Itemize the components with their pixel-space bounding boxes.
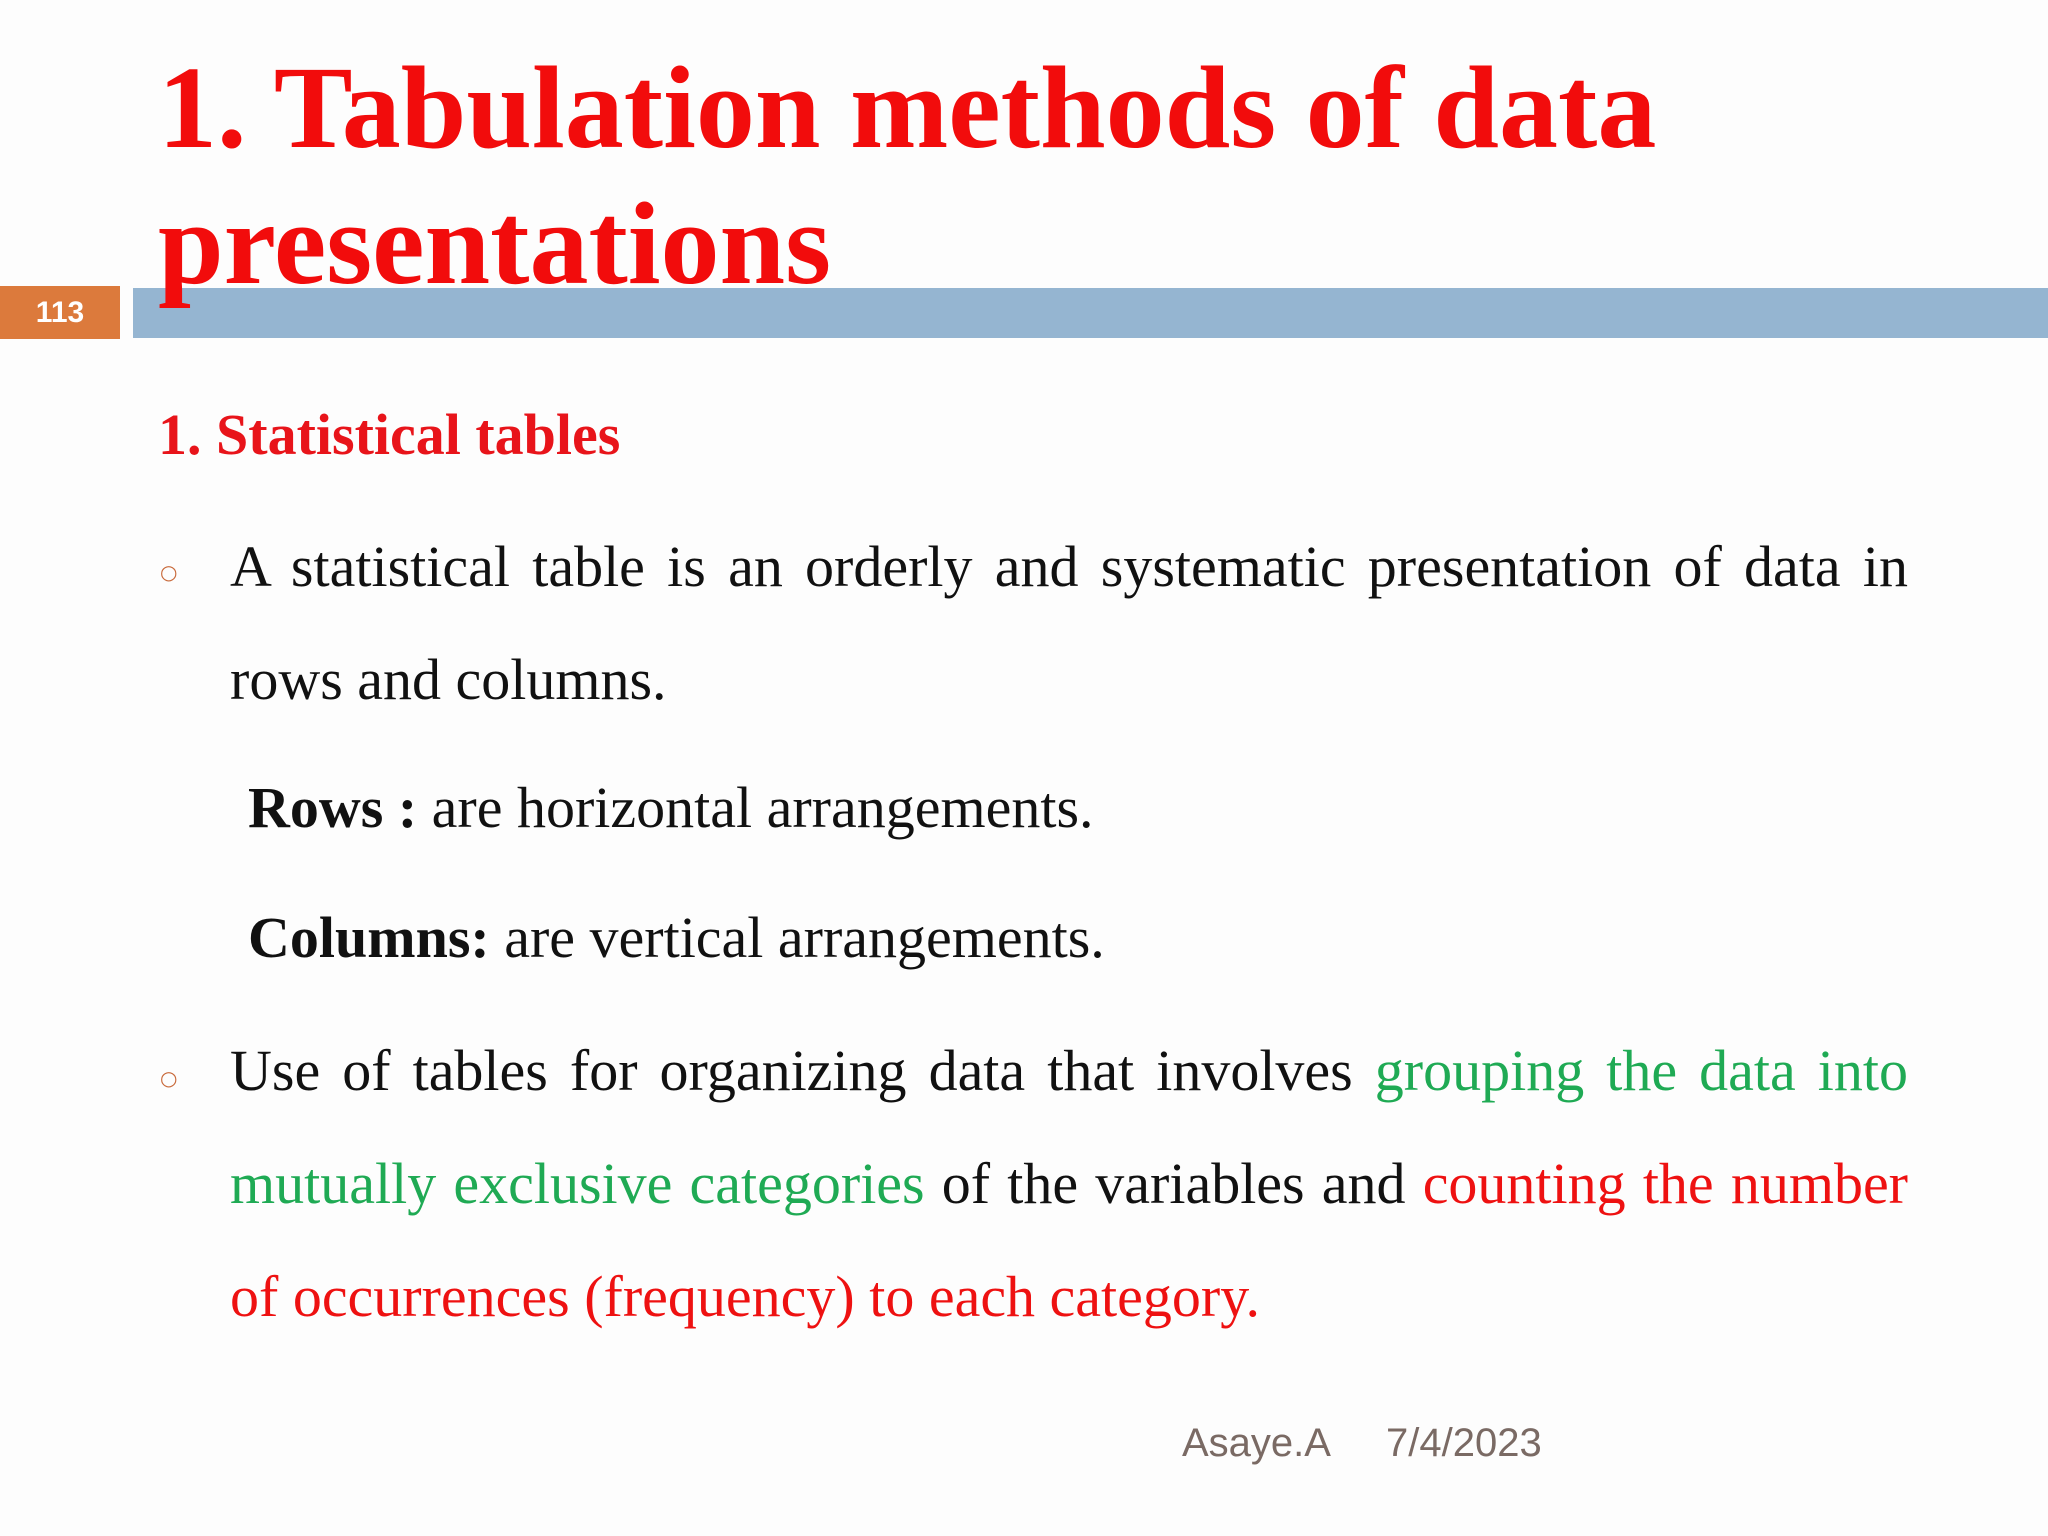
footer-date: 7/4/2023: [1386, 1421, 1542, 1465]
footer-author: Asaye.A: [1182, 1421, 1331, 1465]
bullet-use-of-tables: [230, 1014, 1908, 1353]
definition-text-columns: are vertical arrangements.: [489, 905, 1105, 970]
bullet-text-plain-1: Use of tables for organizing data that involves: [230, 1038, 1375, 1103]
bullet-text-plain-2: of the variables and: [924, 1151, 1423, 1216]
slide-number: 113: [0, 286, 120, 339]
slide-title-line-2: presentations: [158, 178, 832, 309]
bullet-statistical-table-definition: A statistical table is an orderly and systematic presentation of data in rows and columns.: [230, 534, 1908, 712]
slide-title-line-1: 1. Tabulation methods of data: [158, 42, 1657, 173]
definition-rows: [248, 773, 1094, 843]
bullet-text-green-highlight: grouping the data into mutually exclusive categories: [230, 1038, 1908, 1216]
section-heading: 1. Statistical tables: [158, 402, 621, 467]
definition-text-rows: are horizontal arrangements.: [417, 775, 1094, 840]
definition-term-rows: Rows :: [248, 775, 418, 840]
hollow-circle-bullet-icon: ○: [160, 560, 178, 584]
definition-term-columns: Columns:: [248, 905, 490, 970]
hollow-circle-bullet-icon: ○: [160, 1066, 178, 1090]
slide-title: [158, 40, 2008, 312]
bullet-text-red-highlight: counting the number of occurrences (frequency) to each category.: [230, 1151, 1908, 1329]
definition-columns: [248, 903, 1105, 973]
